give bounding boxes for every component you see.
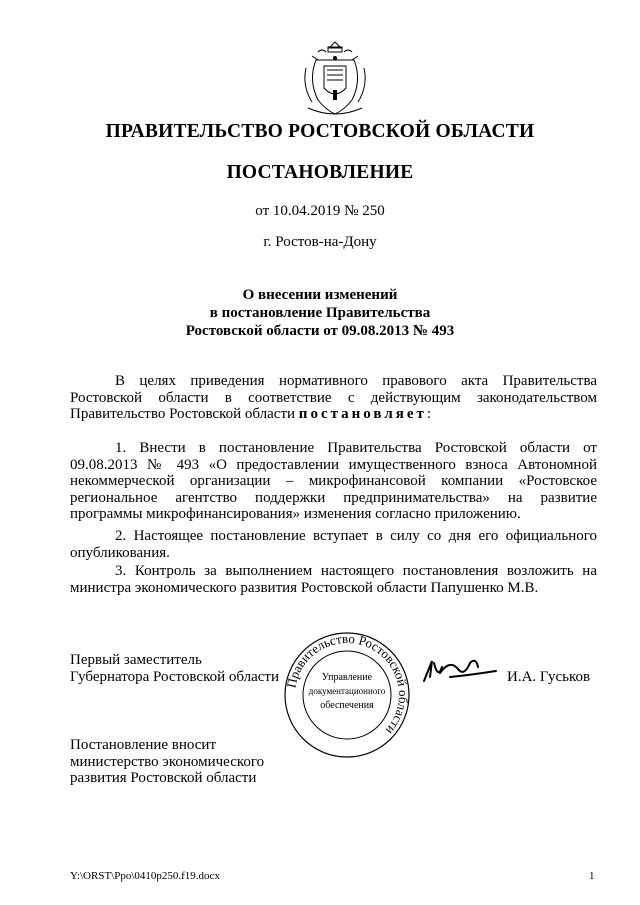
item-2-paragraph: 2. Настоящее постановление вступает в силу со дня его официального опубликования. [70,528,597,561]
file-path: Y:\ORST\Ppo\0410p250.f19.docx [70,870,220,882]
item-3-paragraph: 3. Контроль за выполнением настоящего постановления возложить на министра экономического развития Ростовской области Папушенко М.В. [70,563,597,596]
position-line: Первый заместитель [70,652,202,668]
subject-line: Ростовской области от 09.08.2013 № 493 [185,323,455,339]
organization-title: ПРАВИТЕЛЬСТВО РОСТОВСКОЙ ОБЛАСТИ [105,121,535,142]
submitted-by-line: Постановление вносит [70,737,217,753]
subject-line: О внесении изменений [242,287,398,303]
preamble-colon: : [426,406,432,422]
document-subject [0,286,640,340]
seal-inner-line: документационного [308,686,386,696]
seal-ring-text: Правительство Ростовской области [283,630,412,738]
handwritten-signature [420,655,500,689]
document-type-title: ПОСТАНОВЛЕНИЕ [226,162,414,183]
svg-text:Правительство Ростовской облас [283,631,411,738]
date-number: от 10.04.2019 № 250 [255,203,385,219]
signatory-name: И.А. Гуськов [507,669,591,685]
official-seal-stamp [282,630,412,760]
page-number: 1 [589,870,595,882]
submitted-by-line: развития Ростовской области [70,770,257,786]
signatory-position [70,652,279,685]
seal-inner-line: обеспечения [320,700,374,711]
submitted-by-block [70,737,264,787]
city: г. Ростов-на-Дону [263,234,377,250]
preamble-text: В целях приведения нормативного правового акта Правительства Ростовской области в соответствие с действующим законодательством Правительство Ростовской области [70,373,597,422]
item-1-paragraph: 1. Внести в постановление Правительства Ростовской области от 09.08.2013 № 493 «О предоставлении имущественного взноса Автономной некоммерческой организации – микрофинансовой компании «Ростовское региональное агентство поддержки предпринимательства» на развитие программы микрофинансирования» изменения согласно приложению. [70,440,597,522]
subject-line: в постановление Правительства [209,305,431,321]
submitted-by-line: министерство экономического [70,753,265,770]
decides-word: постановляет [298,406,427,422]
coat-of-arms-emblem [298,38,372,120]
position-line: Губернатора Ростовской области [70,668,280,685]
preamble-paragraph [70,373,597,423]
seal-inner-line: Управление [321,672,373,683]
